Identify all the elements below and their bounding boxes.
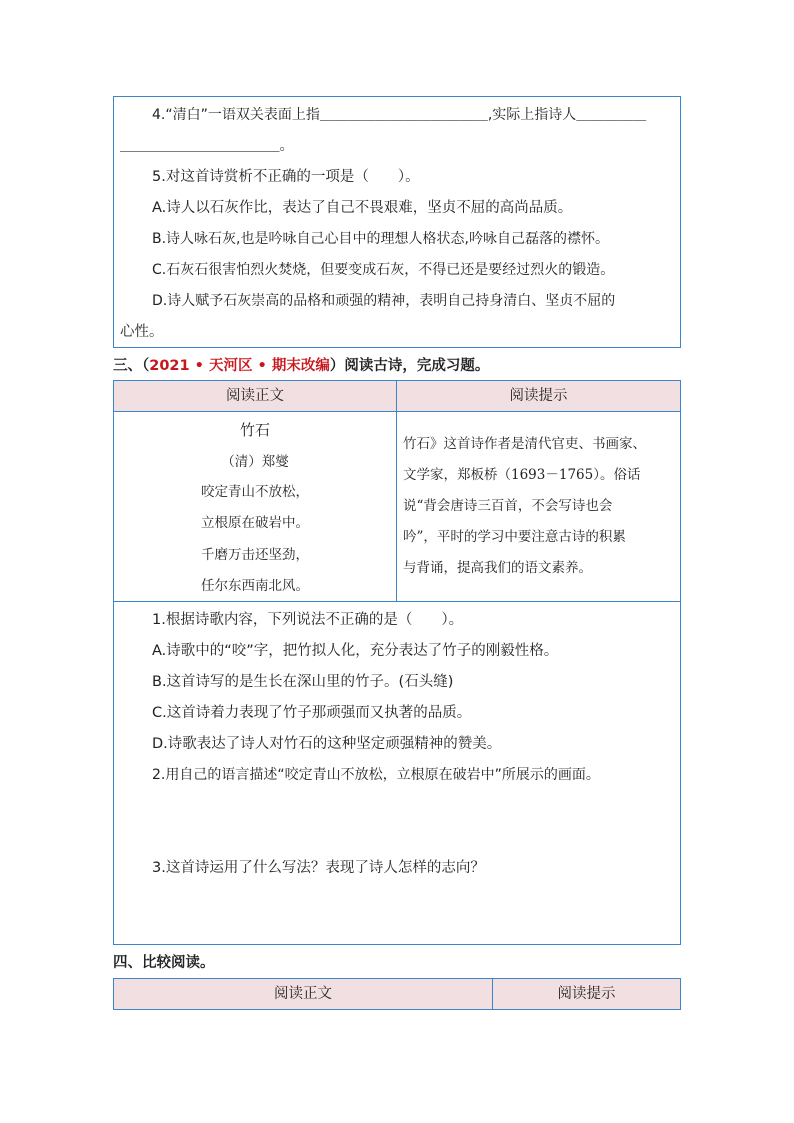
s3-header-text: 阅读正文 bbox=[113, 380, 397, 412]
hint-line-2: 文学家，郑板桥（1693－1765）。俗话 bbox=[403, 467, 641, 483]
q5-option-d-cont: 心性。 bbox=[120, 324, 164, 340]
hint-line-4: 吟”，平时的学习中要注意古诗的积累 bbox=[403, 529, 626, 545]
s4-header-hint: 阅读提示 bbox=[492, 978, 681, 1010]
q2-stem: 2.用自己的语言描述“咬定青山不放松，立根原在破岩中”所展示的画面。 bbox=[152, 767, 600, 783]
q3-stem: 3.这首诗运用了什么写法？表现了诗人怎样的志向？ bbox=[152, 860, 485, 876]
q1-option-c: C.这首诗着力表现了竹子那顽强而又执著的品质。 bbox=[152, 705, 472, 721]
hint-line-1: 竹石》这首诗作者是清代官吏、书画家、 bbox=[403, 436, 646, 452]
q5-stem: 5.对这首诗赏析不正确的一项是（ ）。 bbox=[152, 169, 420, 185]
q1-option-d: D.诗歌表达了诗人对竹石的这种坚定顽强精神的赞美。 bbox=[152, 736, 502, 752]
q5-option-d: D.诗人赋予石灰崇高的品格和顽强的精神，表明自己持身清白、坚贞不屈的 bbox=[152, 293, 616, 309]
question-box-1 bbox=[113, 96, 681, 348]
q5-option-a: A.诗人以石灰作比，表达了自己不畏艰难，坚贞不屈的高尚品质。 bbox=[152, 200, 573, 216]
hint-line-3: 说“背会唐诗三百首，不会写诗也会 bbox=[403, 498, 613, 514]
poem-line-3: 千磨万击还坚劲， bbox=[201, 547, 309, 563]
poem-line-1: 咬定青山不放松， bbox=[201, 484, 309, 500]
hint-cell bbox=[396, 411, 681, 602]
poem-line-2: 立根原在破岩中。 bbox=[201, 515, 309, 531]
q5-option-c: C.石灰石很害怕烈火焚烧，但要变成石灰，不得已还是要经过烈火的锻造。 bbox=[152, 262, 615, 278]
s3-header-hint: 阅读提示 bbox=[396, 380, 681, 412]
questions-cell bbox=[113, 601, 681, 945]
q5-option-b: B.诗人咏石灰,也是吟咏自己心目中的理想人格状态,吟咏自己磊落的襟怀。 bbox=[152, 231, 609, 247]
q4-line-2: ＿＿＿＿＿＿＿＿＿＿＿。 bbox=[120, 138, 294, 154]
q4-line-1: 4.“清白”一语双关表面上指＿＿＿＿＿＿＿＿＿＿＿＿,实际上指诗人＿＿＿＿＿ bbox=[152, 107, 647, 123]
poem-title: 竹石 bbox=[239, 421, 270, 439]
s4-header-text: 阅读正文 bbox=[113, 978, 493, 1010]
hint-line-5: 与背诵，提高我们的语文素养。 bbox=[403, 560, 592, 576]
section-4-title: 四、比较阅读。 bbox=[113, 955, 215, 971]
source-tag: 2021 • 天河区 • 期末改编 bbox=[149, 358, 330, 374]
q1-option-b: B.这首诗写的是生长在深山里的竹子。(石头缝) bbox=[152, 674, 454, 690]
section-3-title: 三、（2021 • 天河区 • 期末改编）阅读古诗，完成习题。 bbox=[113, 358, 490, 374]
poem-cell bbox=[113, 411, 397, 602]
poem-line-4: 任尔东西南北风。 bbox=[201, 578, 309, 594]
q1-stem: 1.根据诗歌内容，下列说法不正确的是（ ）。 bbox=[152, 612, 464, 628]
q1-option-a: A.诗歌中的“咬”字，把竹拟人化，充分表达了竹子的刚毅性格。 bbox=[152, 643, 559, 659]
poem-author: （清）郑燮 bbox=[221, 454, 289, 470]
